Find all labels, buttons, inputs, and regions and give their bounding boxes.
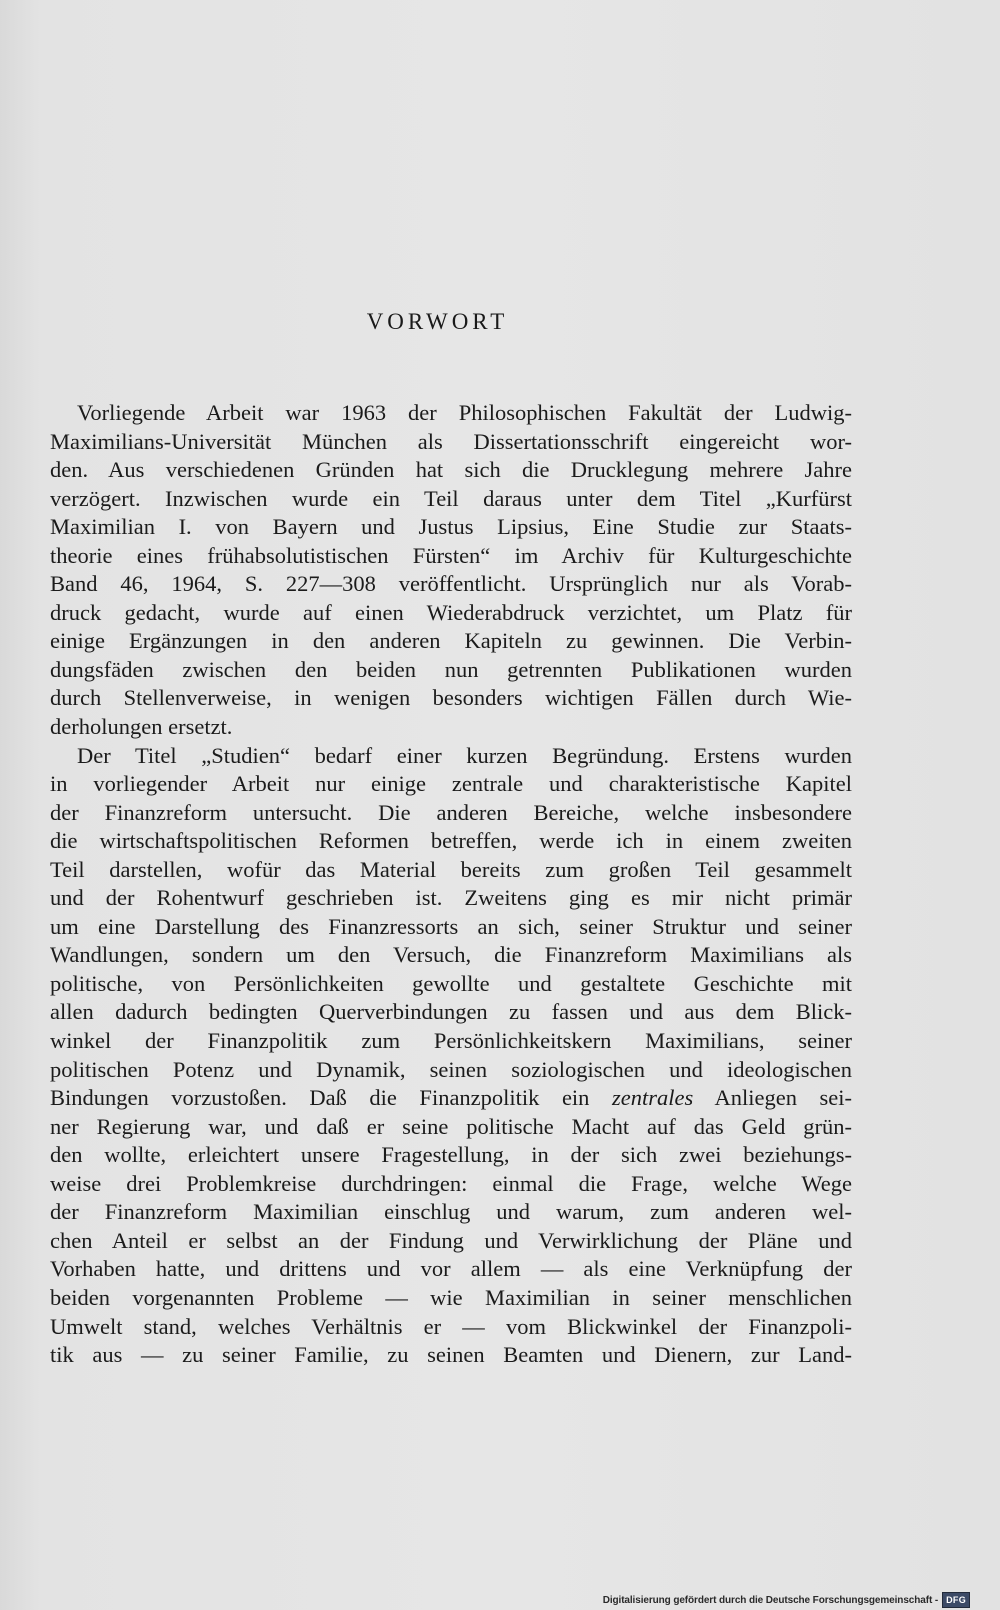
text-line: die wirtschaftspolitischen Reformen betreffen, werde ich in einem zweiten <box>50 828 852 854</box>
paragraph-1 <box>50 399 852 742</box>
text-line: der Finanzreform untersucht. Die anderen Bereiche, welche insbesondere <box>50 799 852 825</box>
text-line: chen Anteil er selbst an der Findung und Verwirklichung der Pläne und <box>50 1227 852 1253</box>
text-segment: Anliegen sei- <box>693 1085 852 1111</box>
text-line: Vorhaben hatte, und drittens und vor allem — als eine Verknüpfung der <box>50 1256 852 1282</box>
text-line: Vorliegende Arbeit war 1963 der Philosophischen Fakultät der Ludwig- <box>77 400 852 425</box>
text-line: Wandlungen, sondern um den Versuch, die Finanzreform Maximilians als <box>50 942 852 968</box>
text-line: einige Ergänzungen in den anderen Kapiteln zu gewinnen. Die Verbin- <box>50 628 852 654</box>
text-line: politischen Potenz und Dynamik, seinen soziologischen und ideologischen <box>50 1056 852 1082</box>
text-line: Maximilian I. von Bayern und Justus Lipsius, Eine Studie zur Staats- <box>50 514 852 540</box>
text-line: winkel der Finanzpolitik zum Persönlichkeitskern Maximilians, seiner <box>50 1028 852 1054</box>
text-line: um eine Darstellung des Finanzressorts an sich, seiner Struktur und seiner <box>50 913 852 939</box>
text-line: druck gedacht, wurde auf einen Wiederabdruck verzichtet, um Platz für <box>50 599 852 625</box>
credit-text: Digitalisierung gefördert durch die Deutsche Forschungsgemeinschaft - <box>602 1594 939 1606</box>
text-line: weise drei Problemkreise durchdringen: einmal die Frage, welche Wege <box>50 1170 852 1196</box>
body-text <box>50 399 852 1370</box>
text-line: tik aus — zu seiner Familie, zu seinen Beamten und Dienern, zur Land- <box>50 1342 852 1368</box>
text-line: ner Regierung war, und daß er seine politische Macht auf das Geld grün- <box>50 1113 852 1139</box>
dfg-logo: DFG <box>942 1592 970 1608</box>
text-line: Umwelt stand, welches Verhältnis er — vom Blickwinkel der Finanzpoli- <box>50 1313 852 1339</box>
text-line: dungsfäden zwischen den beiden nun getrennten Publikationen wurden <box>50 656 852 682</box>
text-line: durch Stellenverweise, in wenigen besonders wichtigen Fällen durch Wie- <box>50 685 852 711</box>
paragraph-2 <box>50 742 852 1370</box>
text-line: und der Rohentwurf geschrieben ist. Zweitens ging es mir nicht primär <box>50 885 852 911</box>
text-line: politische, von Persönlichkeiten gewollte und gestaltete Geschichte mit <box>50 970 852 996</box>
text-line: Maximilians-Universität München als Dissertationsschrift eingereicht wor- <box>50 428 852 454</box>
text-line: Teil darstellen, wofür das Material bereits zum großen Teil gesammelt <box>50 856 852 882</box>
text-line: derholungen ersetzt. <box>50 714 233 740</box>
text-line: verzögert. Inzwischen wurde ein Teil daraus unter dem Titel „Kurfürst <box>50 485 852 511</box>
text-line: beiden vorgenannten Probleme — wie Maximilian in seiner menschlichen <box>50 1284 852 1310</box>
text-line: in vorliegender Arbeit nur einige zentrale und charakteristische Kapitel <box>50 771 852 797</box>
text-line: allen dadurch bedingten Querverbindungen zu fassen und aus dem Blick- <box>50 999 852 1025</box>
text-segment: Bindungen vorzustoßen. Daß die Finanzpolitik ein <box>50 1085 612 1111</box>
page-title: VORWORT <box>366 309 509 334</box>
digitization-credit <box>603 1592 970 1608</box>
text-line: der Finanzreform Maximilian einschlug und warum, zum anderen wel- <box>50 1199 852 1225</box>
text-line: theorie eines frühabsolutistischen Fürsten“ im Archiv für Kulturgeschichte <box>50 542 852 568</box>
text-line: den. Aus verschiedenen Gründen hat sich die Drucklegung mehrere Jahre <box>50 457 852 483</box>
emphasis: zentrales <box>611 1085 694 1111</box>
text-line: Band 46, 1964, S. 227—308 veröffentlicht. Ursprünglich nur als Vorab- <box>50 571 852 597</box>
text-line: Der Titel „Studien“ bedarf einer kurzen Begründung. Erstens wurden <box>77 742 852 768</box>
text-line <box>50 1084 852 1113</box>
text-line: den wollte, erleichtert unsere Fragestellung, in der sich zwei beziehungs- <box>50 1142 852 1168</box>
